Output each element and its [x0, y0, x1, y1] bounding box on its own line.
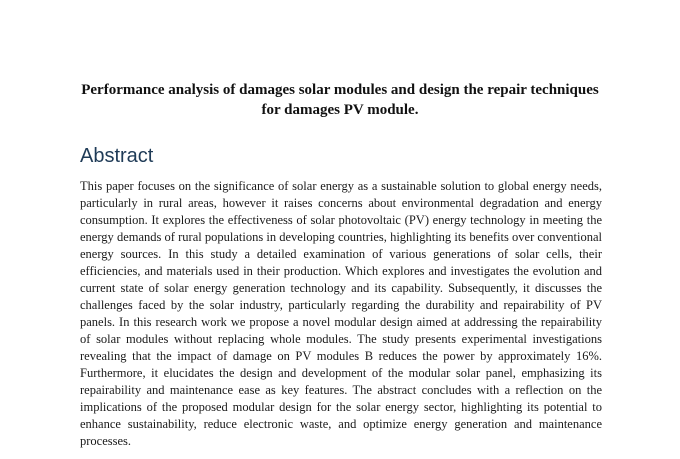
abstract-heading: Abstract	[80, 145, 154, 167]
abstract-body: This paper focuses on the significance of solar energy as a sustainable solution to global energy needs, particularly in rural areas, however it raises concerns about environmental degradation and energy consumption. It explores the effectiveness of solar photovoltaic (PV) energy technology in meeting the energy demands of rural populations in developing countries, highlighting its benefits over conventional energy sources. In this study a detailed examination of various generations of solar cells, their efficiencies, and materials used in their production. Which explores and investigates the evolution and current state of solar energy generation technology and its capability. Subsequently, it discusses the challenges faced by the solar industry, particularly regarding the durability and repairability of PV panels. In this research work we propose a novel modular design aimed at addressing the repairability of solar modules without replacing whole modules. The study presents experimental investigations revealing that the impact of damage on PV modules B reduces the power by approximately 16%. Furthermore, it elucidates the design and development of the modular solar panel, emphasizing its repairability and maintenance ease as key features. The abstract concludes with a reflection on the implications of the proposed modular design for the solar energy sector, highlighting its potential to enhance sustainability, reduce electronic waste, and optimize energy generation and maintenance processes.	[80, 179, 602, 448]
paper-title: Performance analysis of damages solar modules and design the repair techniques for damages PV module.	[81, 82, 599, 118]
